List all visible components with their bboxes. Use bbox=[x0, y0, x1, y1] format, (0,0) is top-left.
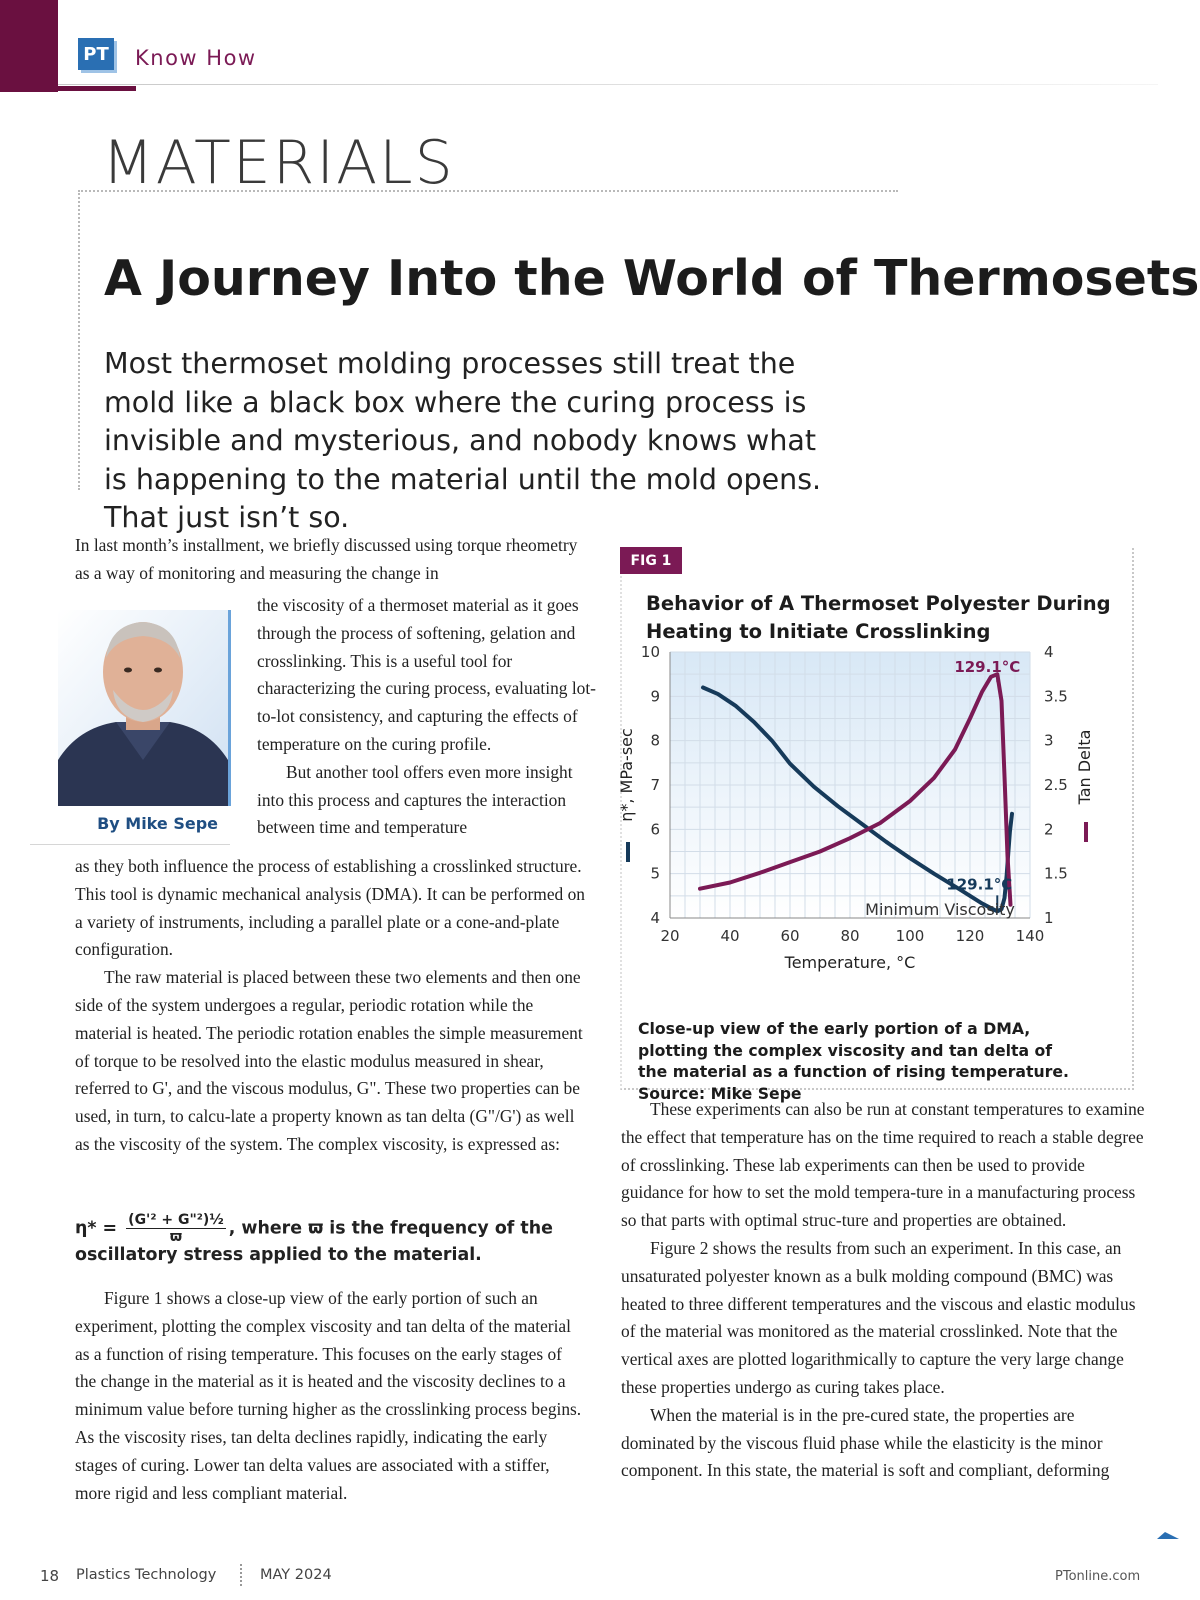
right-paragraph-2: Figure 2 shows the results from such an experiment. In this case, an unsaturated polyester known as a bulk molding compound (BMC) was heated to three different temperatures and the viscous and elastic modulus of the material was monitored as the material crosslinked. Note that the vertical axes are plotted logarithmically to capture the very large change these properties undergo as curing takes place. bbox=[621, 1237, 1136, 1397]
equation-numerator: (G'² + G"²)½ bbox=[128, 1212, 224, 1228]
x-tick-label: 100 bbox=[895, 927, 925, 945]
paragraph-3: The raw material is placed between these two elements and then one side of the system undergoes a regular, periodic rotation while the material is heated. The periodic rotation enables the simple measurement of torque to be resolved into the elastic modulus measured in shear, referred to G', and the viscous modulus, G". These two properties can be used, in turn, to calcu-late a property known as tan delta (G"/G') as well as the viscosity of the system. The complex viscosity, is expressed as: bbox=[75, 967, 583, 1154]
paragraph-wrap-1: the viscosity of a thermoset material as it goes through the process of softening, gelation and crosslinking. This is a useful tool for characterizing the curing process, evaluating lot-to-lot consistency, and capturing the effects of temperature on the curing profile. bbox=[257, 595, 596, 754]
header-corner-bar bbox=[0, 0, 58, 92]
page-number: 18 bbox=[40, 1567, 60, 1585]
right-paragraph-1: These experiments can also be run at constant temperatures to examine the effect that temperature has on the time required to reach a stable degree of crosslinking. These lab experiments can then be used to provide guidance for how to set the mold tempera-ture in a manufacturing process so that parts with optimal struc-ture and properties are obtained. bbox=[621, 1099, 1145, 1231]
y2-axis-label: Tan Delta bbox=[1075, 729, 1094, 805]
y-axis-label: η*, MPa-sec bbox=[617, 728, 636, 822]
x-tick-label: 120 bbox=[955, 927, 985, 945]
y-tick-label: 5 bbox=[650, 864, 660, 883]
y2-tick-label: 3 bbox=[1044, 731, 1054, 750]
y-tick-label: 6 bbox=[650, 820, 660, 839]
equation-fraction bbox=[126, 1212, 226, 1245]
y-tick-label: 4 bbox=[650, 909, 660, 927]
figure-caption: Close-up view of the early portion of a DMA, plotting the complex viscosity and tan delta of the material as a function of rising temperature. Source: Mike Sepe bbox=[638, 1019, 1069, 1103]
author-photo bbox=[58, 610, 231, 806]
left-column-body bbox=[75, 853, 585, 1159]
chart-annotation: 129.1°C bbox=[954, 658, 1021, 677]
right-paragraph-3: When the material is in the pre-cured state, the properties are dominated by the viscous fluid phase while the elasticity is the minor component. In this state, the material is soft and compliant, deforming bbox=[621, 1404, 1110, 1481]
y2-tick-label: 4 bbox=[1044, 643, 1054, 661]
footer-separator bbox=[240, 1564, 242, 1586]
header-accent-line bbox=[58, 86, 136, 91]
y2-tick-label: 2 bbox=[1044, 820, 1054, 839]
chart-annotation: 129.1°C bbox=[946, 875, 1013, 894]
chart-annotation: Minimum Viscosity bbox=[865, 900, 1015, 919]
section-label: MATERIALS bbox=[102, 128, 455, 198]
author-byline: By Mike Sepe bbox=[97, 814, 218, 833]
article-headline: A Journey Into the World of Thermosets bbox=[104, 250, 1200, 307]
figure-tag: FIG 1 bbox=[620, 547, 682, 574]
article-deck: Most thermoset molding processes still treat the mold like a black box where the curing process is invisible and mysterious, and nobody knows what is happening to the material until the mold opens. That just isn’t so. bbox=[104, 347, 822, 534]
publication-name: Plastics Technology bbox=[76, 1567, 217, 1583]
x-tick-label: 80 bbox=[840, 927, 860, 945]
y-tick-label: 7 bbox=[650, 776, 660, 794]
y-tick-label: 8 bbox=[650, 731, 660, 750]
y2-tick-label: 1 bbox=[1044, 909, 1054, 927]
right-column-body bbox=[621, 1096, 1149, 1485]
equation-lhs: η* = bbox=[75, 1218, 118, 1239]
dotted-rule-left bbox=[78, 190, 80, 490]
dma-chart bbox=[617, 643, 1140, 1012]
x-axis-label: Temperature, °C bbox=[784, 953, 916, 972]
equation-denominator: ϖ bbox=[169, 1229, 183, 1245]
y-tick-label: 9 bbox=[650, 687, 660, 706]
pt-logo: PT bbox=[78, 38, 114, 70]
issue-date: MAY 2024 bbox=[260, 1567, 332, 1583]
dotted-rule-top bbox=[78, 190, 898, 192]
x-tick-label: 140 bbox=[1015, 927, 1045, 945]
x-tick-label: 60 bbox=[780, 927, 800, 945]
wrapped-column bbox=[257, 592, 597, 842]
paragraph-continued: as they both influence the process of establishing a crosslinked structure. This tool is dynamic mechanical analysis (DMA). It can be performed on a variety of instruments, including a parallel plate or a cone-and-plate configuration. bbox=[75, 856, 585, 960]
author-portrait-icon bbox=[58, 610, 228, 806]
header-rule bbox=[58, 84, 1158, 85]
viscosity-equation bbox=[75, 1212, 595, 1265]
x-tick-label: 20 bbox=[660, 927, 680, 945]
paragraph-wrap-2: But another tool offers even more insight into this process and captures the interaction between time and temperature bbox=[257, 761, 573, 838]
author-caption bbox=[30, 808, 230, 845]
website-url: PTonline.com bbox=[1055, 1569, 1141, 1584]
continue-arrow-icon bbox=[1157, 1532, 1179, 1546]
equation-text: , where ϖ is the frequency of the oscillatory stress applied to the material. bbox=[75, 1218, 553, 1265]
y-tick-label: 10 bbox=[640, 643, 660, 661]
y2-tick-label: 3.5 bbox=[1044, 687, 1068, 706]
y2-tick-label: 2.5 bbox=[1044, 776, 1068, 794]
paragraph-4: Figure 1 shows a close-up view of the early portion of such an experiment, plotting the complex viscosity and tan delta of the material as a function of rising temperature. This focuses on the early stages of the change in the material as it is heated and the viscosity declines to a minimum value before turning higher as the crosslinking process begins. As the viscosity rises, tan delta declines rapidly, indicating the early stages of curing. Lower tan delta values are associated with a stiffer, more rigid and less compliant material. bbox=[75, 1288, 582, 1503]
x-tick-label: 40 bbox=[720, 927, 740, 945]
y2-tick-label: 1.5 bbox=[1044, 864, 1068, 883]
intro-paragraph: In last month’s installment, we briefly discussed using torque rheometry as a way of monitoring and measuring the change in bbox=[75, 535, 578, 583]
section-tag: Know How bbox=[135, 46, 257, 70]
chart-title: Behavior of A Thermoset Polyester During Heating to Initiate Crosslinking bbox=[646, 592, 1111, 643]
